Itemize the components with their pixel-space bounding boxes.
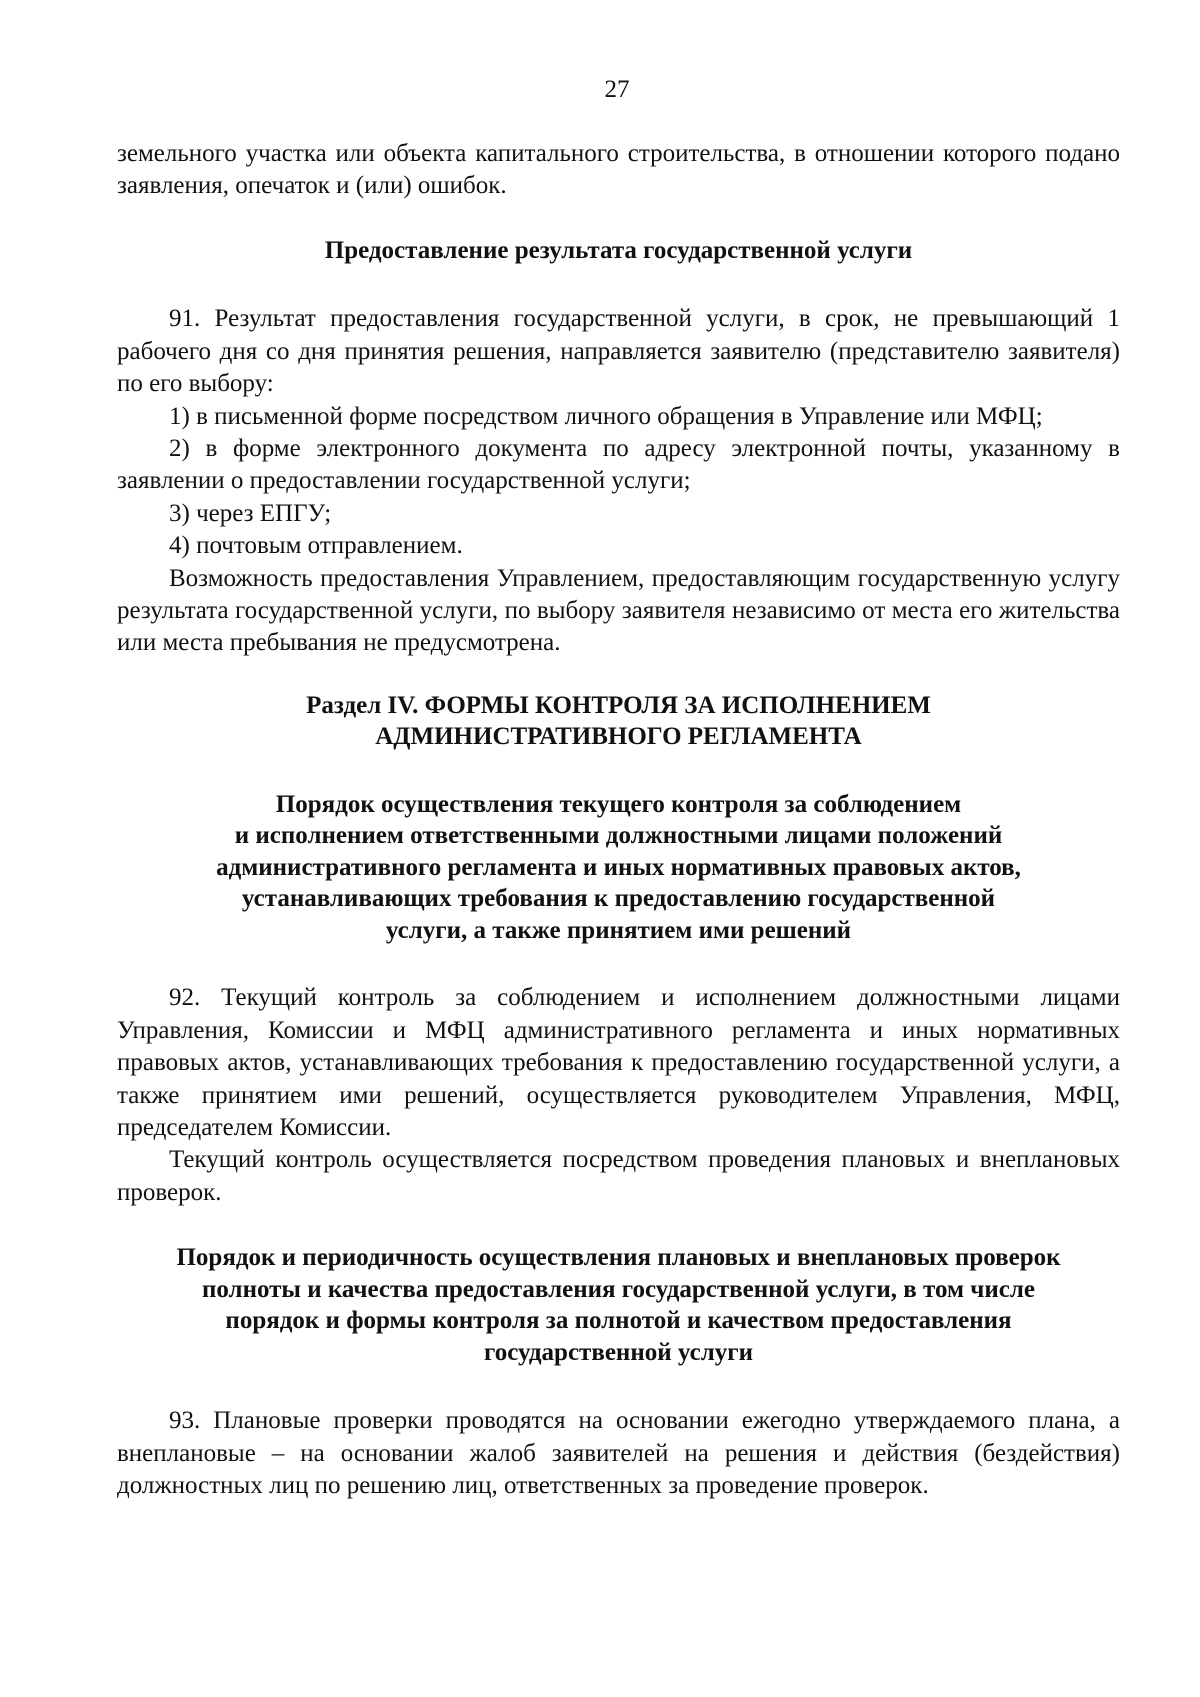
heading-line: порядок и формы контроля за полнотой и качеством предоставления: [225, 1307, 1012, 1335]
section-4-title: [117, 690, 1120, 753]
paragraph-92-extra: Текущий контроль осуществляется посредством проведения плановых и внеплановых проверок.: [117, 1146, 1120, 1206]
heading-result-provision: Предоставление результата государственной услуги: [324, 236, 913, 264]
paragraph-91-extra: Возможность предоставления Управлением, предоставляющим государственную услугу результата государственной услуги, по выбору заявителя независимо от места его жительства или места пребывания не предусмотрена.: [117, 564, 1120, 657]
document-body: [117, 138, 1120, 1502]
paragraph-91: 91. Результат предоставления государственной услуги, в срок, не превышающий 1 рабочего дня со дня принятия решения, направляется заявителю (представителю заявителя) по его выбору:: [117, 305, 1120, 398]
heading-line: полноты и качества предоставления государственной услуги, в том числе: [201, 1275, 1036, 1303]
section-4-title-line: АДМИНИСТРАТИВНОГО РЕГЛАМЕНТА: [375, 723, 862, 751]
heading-inspections: [117, 1242, 1120, 1368]
page-number: 27: [604, 76, 630, 103]
heading-line: Порядок и периодичность осуществления плановых и внеплановых проверок: [176, 1244, 1061, 1272]
heading-current-control: [117, 789, 1120, 947]
paragraph-92: 92. Текущий контроль за соблюдением и исполнением должностными лицами Управления, Комиссии и МФЦ административного регламента и иных нормативных правовых актов, устанавливающих требования к предоставлению государственной услуги, а также принятием ими решений, осуществляется руководителем Управления, МФЦ, председателем Комиссии.: [117, 984, 1120, 1141]
heading-line: и исполнением ответственными должностными лицами положений: [234, 822, 1003, 850]
heading-line: государственной услуги: [483, 1338, 754, 1366]
heading-line: услуги, а также принятием ими решений: [385, 916, 852, 944]
heading-line: устанавливающих требования к предоставлению государственной: [241, 885, 996, 913]
list-item-1: 1) в письменной форме посредством личного обращения в Управление или МФЦ;: [169, 402, 1043, 430]
intro-paragraph: земельного участка или объекта капитального строительства, в отношении которого подано заявления, опечаток и (или) ошибок.: [117, 140, 1120, 200]
paragraph-93: 93. Плановые проверки проводятся на основании ежегодно утверждаемого плана, а внеплановые – на основании жалоб заявителей на решения и действия (бездействия) должностных лиц по решению лиц, ответственных за проведение проверок.: [117, 1407, 1120, 1499]
heading-line: Порядок осуществления текущего контроля за соблюдением: [275, 790, 962, 818]
list-item-2: 2) в форме электронного документа по адресу электронной почты, указанному в заявлении о предоставлении государственной услуги;: [117, 434, 1120, 495]
section-4-title-line: Раздел IV. ФОРМЫ КОНТРОЛЯ ЗА ИСПОЛНЕНИЕМ: [306, 691, 931, 719]
list-item-3: 3) через ЕПГУ;: [169, 499, 332, 527]
heading-line: административного регламента и иных нормативных правовых актов,: [216, 853, 1021, 881]
list-item-4: 4) почтовым отправлением.: [169, 532, 463, 560]
